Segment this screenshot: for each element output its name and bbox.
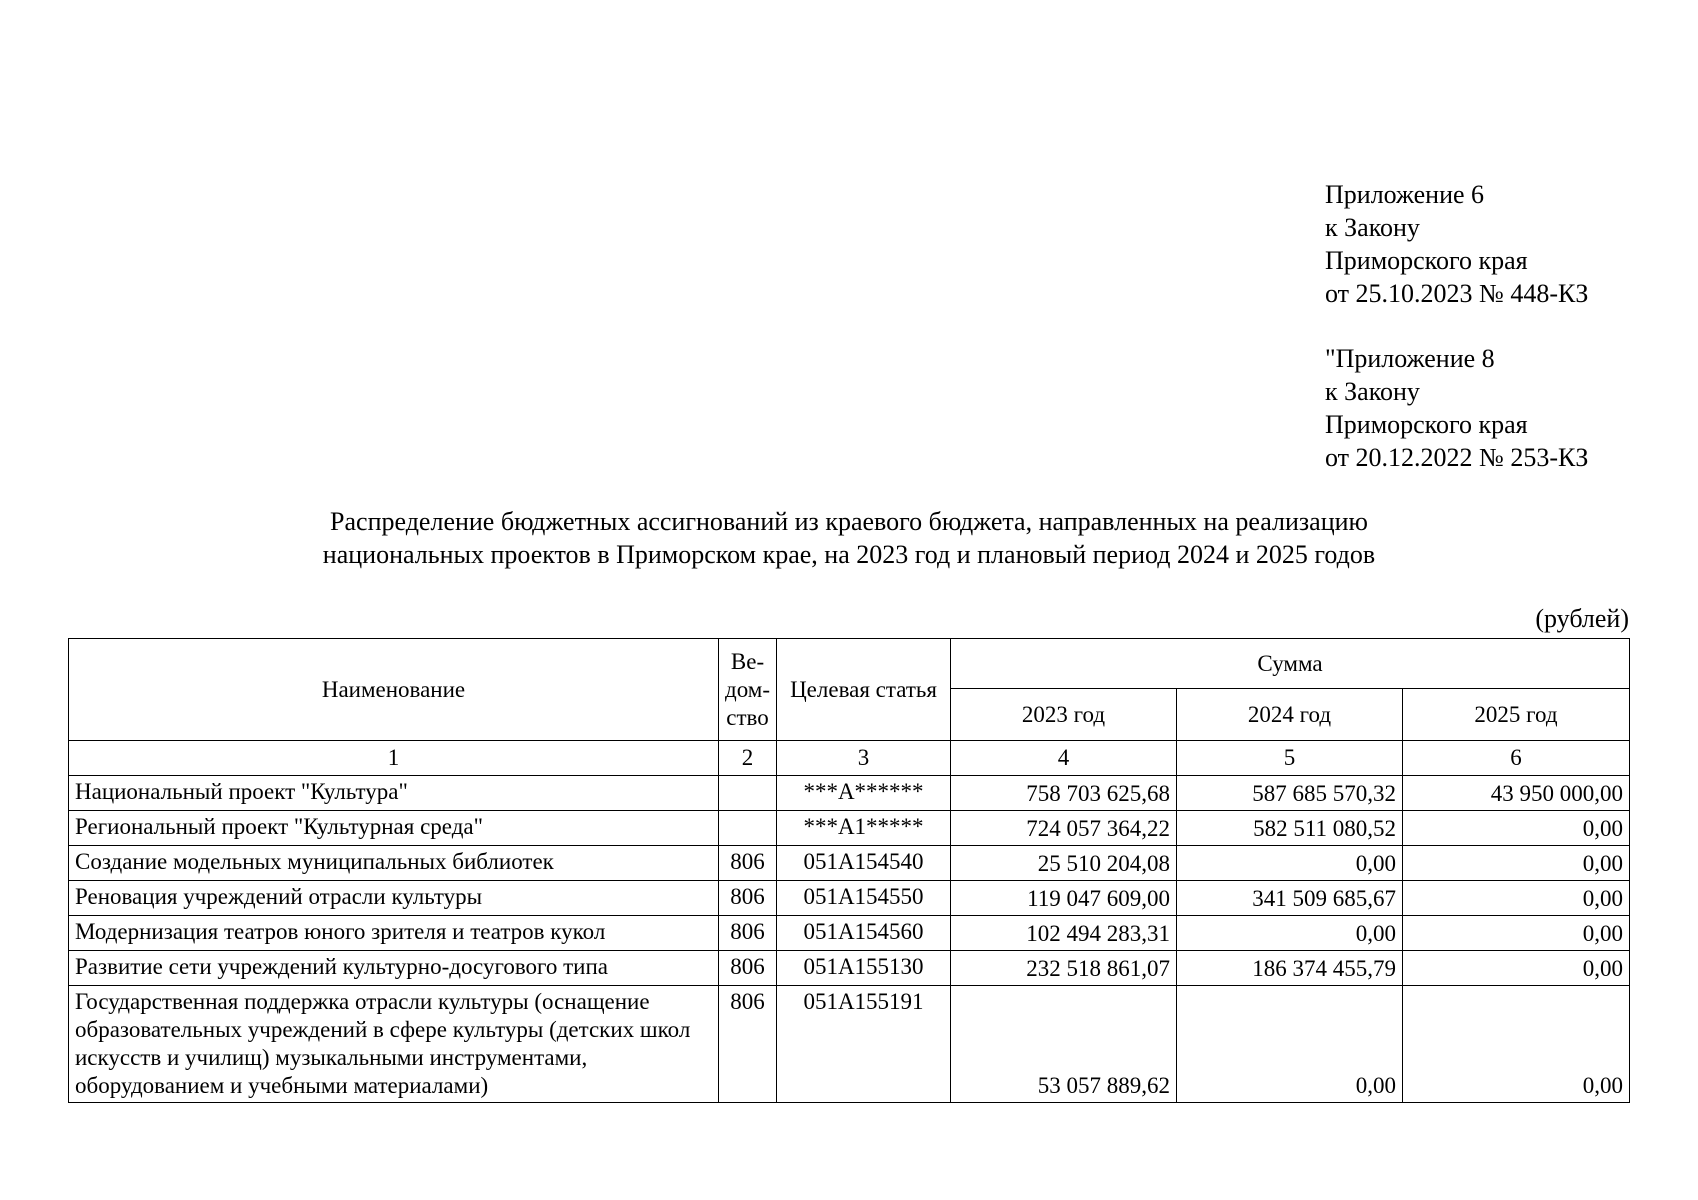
row-amount-2025: 0,00 <box>1403 811 1630 846</box>
appendix-original-line1: "Приложение 8 <box>1325 344 1495 373</box>
table-row <box>69 986 1630 1103</box>
appendix-current-line1: Приложение 6 <box>1325 180 1485 209</box>
appendix-current-line2: к Закону <box>1325 213 1420 242</box>
table-row <box>69 916 1630 951</box>
row-department <box>719 811 777 846</box>
appendix-original-line2: к Закону <box>1325 377 1420 406</box>
column-number: 2 <box>719 741 777 776</box>
row-amount-2025: 0,00 <box>1403 881 1630 916</box>
row-name: Реновация учреждений отрасли культуры <box>69 881 719 916</box>
row-name: Создание модельных муниципальных библиотек <box>69 846 719 881</box>
column-number: 5 <box>1177 741 1403 776</box>
appendix-current-block <box>1325 178 1588 310</box>
row-name: Национальный проект "Культура" <box>69 776 719 811</box>
row-department: 806 <box>719 846 777 881</box>
units-label: (рублей) <box>1535 604 1629 633</box>
budget-table <box>68 638 1630 1103</box>
row-name: Модернизация театров юного зрителя и театров кукол <box>69 916 719 951</box>
row-amount-2025: 0,00 <box>1403 846 1630 881</box>
header-target-article: Целевая статья <box>777 639 951 741</box>
row-amount-2025: 43 950 000,00 <box>1403 776 1630 811</box>
row-department: 806 <box>719 916 777 951</box>
row-amount-2025: 0,00 <box>1403 916 1630 951</box>
header-department: Ве- дом- ство <box>719 639 777 741</box>
document-title-line2: национальных проектов в Приморском крае, на 2023 год и плановый период 2024 и 2025 годов <box>322 540 1376 569</box>
row-amount-2023: 25 510 204,08 <box>951 846 1177 881</box>
appendix-original-block <box>1325 342 1588 474</box>
row-target-article: ***А****** <box>777 776 951 811</box>
row-amount-2025: 0,00 <box>1403 951 1630 986</box>
row-name: Развитие сети учреждений культурно-досугового типа <box>69 951 719 986</box>
column-number: 6 <box>1403 741 1630 776</box>
table-row <box>69 951 1630 986</box>
row-amount-2024: 0,00 <box>1177 846 1403 881</box>
row-department: 806 <box>719 986 777 1103</box>
header-sum: Сумма <box>951 639 1630 689</box>
header-year-2023: 2023 год <box>951 689 1177 741</box>
table-row-regional-project <box>69 811 1630 846</box>
row-amount-2024: 0,00 <box>1177 916 1403 951</box>
header-year-2024: 2024 год <box>1177 689 1403 741</box>
document-title <box>0 505 1698 571</box>
row-department: 806 <box>719 951 777 986</box>
row-amount-2023: 102 494 283,31 <box>951 916 1177 951</box>
header-name: Наименование <box>69 639 719 741</box>
row-amount-2024: 341 509 685,67 <box>1177 881 1403 916</box>
table-row-national-project <box>69 776 1630 811</box>
row-amount-2023: 119 047 609,00 <box>951 881 1177 916</box>
appendix-original-line3: Приморского края <box>1325 410 1528 439</box>
row-amount-2024: 587 685 570,32 <box>1177 776 1403 811</box>
table-row <box>69 881 1630 916</box>
row-target-article: 051А155191 <box>777 986 951 1103</box>
row-amount-2023: 53 057 889,62 <box>951 986 1177 1103</box>
document-title-line1: Распределение бюджетных ассигнований из краевого бюджета, направленных на реализацию <box>330 507 1368 536</box>
row-amount-2023: 724 057 364,22 <box>951 811 1177 846</box>
row-target-article: 051А154560 <box>777 916 951 951</box>
row-department <box>719 776 777 811</box>
row-amount-2025: 0,00 <box>1403 986 1630 1103</box>
row-amount-2023: 232 518 861,07 <box>951 951 1177 986</box>
appendix-current-line3: Приморского края <box>1325 246 1528 275</box>
row-amount-2024: 0,00 <box>1177 986 1403 1103</box>
row-name: Государственная поддержка отрасли культуры (оснащение образовательных учреждений в сфере культуры (детских школ искусств и училищ) музыкальными инструментами, оборудованием и учебными материалами) <box>69 986 719 1103</box>
row-amount-2024: 186 374 455,79 <box>1177 951 1403 986</box>
row-amount-2024: 582 511 080,52 <box>1177 811 1403 846</box>
column-number: 4 <box>951 741 1177 776</box>
column-number: 1 <box>69 741 719 776</box>
appendix-original-line4: от 20.12.2022 № 253-КЗ <box>1325 443 1589 472</box>
row-target-article: 051А154540 <box>777 846 951 881</box>
table-row <box>69 846 1630 881</box>
row-department: 806 <box>719 881 777 916</box>
row-amount-2023: 758 703 625,68 <box>951 776 1177 811</box>
row-target-article: 051А154550 <box>777 881 951 916</box>
row-target-article: 051А155130 <box>777 951 951 986</box>
row-name: Региональный проект "Культурная среда" <box>69 811 719 846</box>
header-year-2025: 2025 год <box>1403 689 1630 741</box>
column-number-row <box>69 741 1630 776</box>
appendix-current-line4: от 25.10.2023 № 448-КЗ <box>1325 279 1589 308</box>
column-number: 3 <box>777 741 951 776</box>
row-target-article: ***А1***** <box>777 811 951 846</box>
